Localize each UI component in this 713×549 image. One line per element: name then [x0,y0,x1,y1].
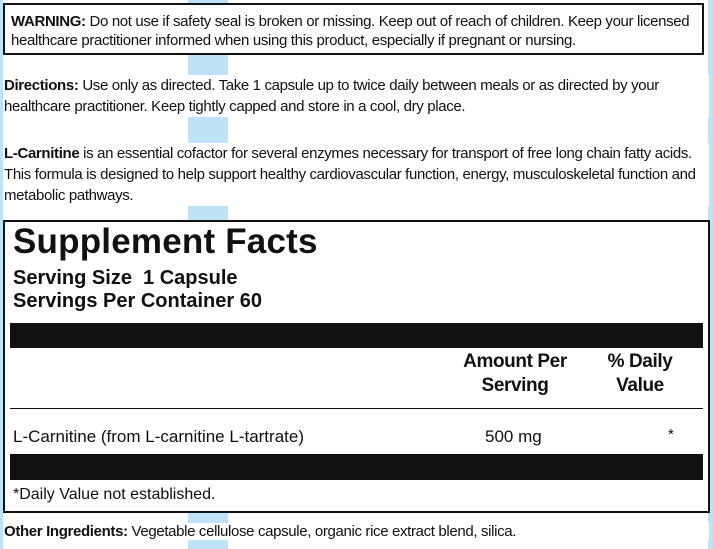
description-text: is an essential cofactor for several enzymes necessary for transport of free long chain fatty acids. This formula is designed to help support healthy cardiovascular function, energy, musculoskeletal function and metabolic pathways. [4,145,696,204]
thin-divider [10,408,703,409]
ingredient-daily-value: * [668,426,674,443]
directions-label: Directions: [4,77,79,94]
serving-size: Serving Size 1 Capsule [13,267,238,289]
ingredient-amount: 500 mg [485,427,542,446]
warning-text: Do not use if safety seal is broken or missing. Keep out of reach of children. Keep your licensed healthcare practitioner informed when using this product, especially if pregnant or nursing. [11,13,690,49]
supplement-facts-panel [3,220,710,513]
description-paragraph [4,143,709,206]
warning-box [3,3,704,55]
servings-per-container: Servings Per Container 60 [13,290,262,312]
thick-divider-top [10,323,703,348]
ingredient-name: L-Carnitine (from L-carnitine L-tartrate) [13,427,304,446]
daily-value-footnote: *Daily Value not established. [13,486,216,503]
thick-divider-bottom [10,454,703,480]
description-label: L-Carnitine [4,145,80,162]
other-ingredients-label: Other Ingredients: [4,523,128,540]
warning-label: WARNING: [11,13,86,30]
directions-text: Use only as directed. Take 1 capsule up to twice daily between meals or as directed by your healthcare practitioner. Keep tightly capped and store in a cool, dry place. [4,77,659,115]
directions-paragraph [4,75,709,117]
supplement-facts-title: Supplement Facts [13,222,318,261]
header-amount-per-serving: Amount Per Serving [463,351,567,396]
header-daily-value: % Daily Value [607,351,673,396]
other-ingredients [4,523,709,540]
other-ingredients-text: Vegetable cellulose capsule, organic rice extract blend, silica. [127,523,517,540]
